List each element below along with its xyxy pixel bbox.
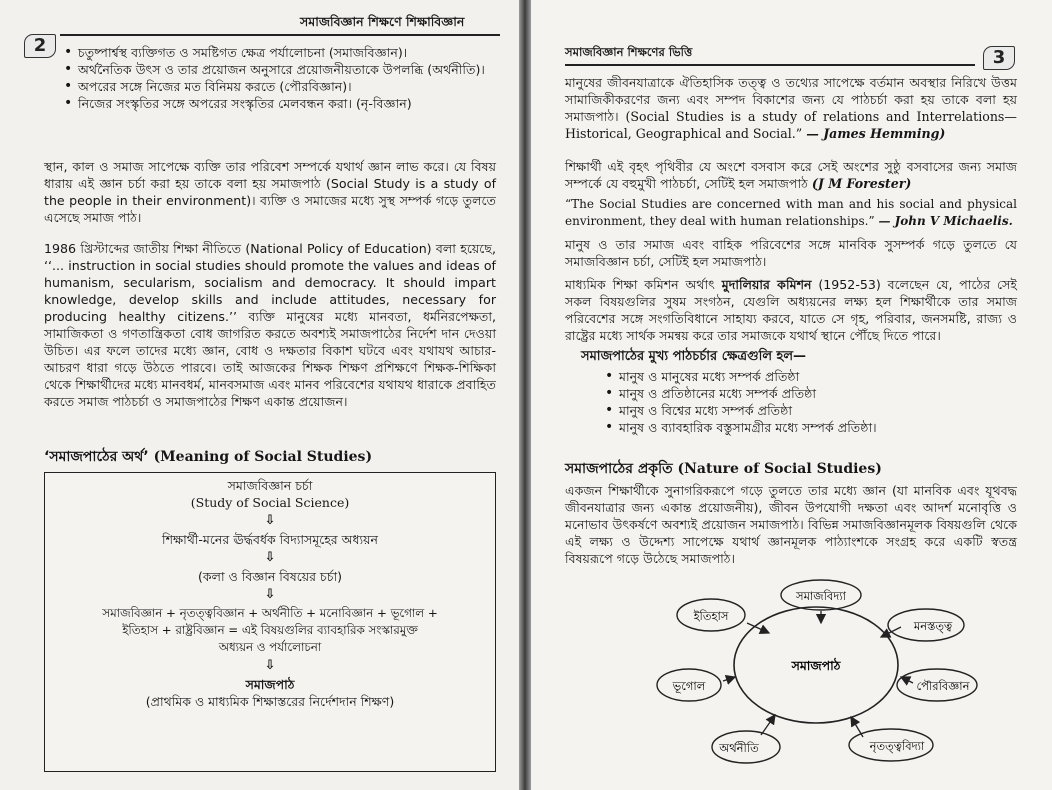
left-page-number-value: 2 xyxy=(24,34,56,58)
svg-text:নৃতত্ত্ববিদ্যা: নৃতত্ত্ববিদ্যা xyxy=(869,739,925,753)
down-arrow-icon: ⇩ xyxy=(264,587,276,602)
node-economics xyxy=(712,715,780,763)
nature-paragraph: একজন শিক্ষার্থীকে সুনাগরিকরূপে গড়ে তুলতে তার মধ্যে জ্ঞান (যা মানবিক এবং যূথবদ্ধ জীবনযাত্রার জন্য একান্ত প্রয়োজনীয়), জীবন উপযোগী দক্ষতা এবং আদর্শ মনোবৃত্তি ও মনোভাব উৎকর্ষণে অবশ্যই প্রয়োজন সমাজপাঠ। বিভিন্ন সমাজবিজ্ঞানমূলক বিষয়গুলি থেকে এই লক্ষ্য ও উদ্দেশ্য সাপেক্ষে যথার্থ জ্ঞানমূলক পাঠ্যাংশকে সংগ্রহ করে একটি স্বতন্ত্র বিষয়রূপে গড়ে উঠেছে সমাজপাঠ। xyxy=(565,483,1017,566)
left-page-number xyxy=(22,34,58,58)
right-page-number xyxy=(981,46,1017,70)
list-item: • মানুষ ও প্রতিষ্ঠানের মধ্যে সম্পর্ক প্রতিষ্ঠা xyxy=(605,385,816,401)
para2-author: (J M Forester) xyxy=(811,176,912,191)
list-item: • মানুষ ও ব্যাবহারিক বস্তুসামগ্রীর মধ্যে সম্পর্ক প্রতিষ্ঠা। xyxy=(605,419,877,435)
list-item: • মানুষ ও মানুষের মধ্যে সম্পর্ক প্রতিষ্ঠা xyxy=(605,368,800,384)
right-paragraph-3: মানুষ ও তার সমাজ এবং বাহিক পরিবেশের সঙ্গে মানবিক সুসম্পর্ক গড়ে তুলতে যে সমাজবিজ্ঞান চর্চা, সেটিই হল সমাজপাঠ। xyxy=(565,237,1017,269)
flow-line-8: সমাজপাঠ xyxy=(245,677,295,692)
meaning-flow-box xyxy=(44,472,496,772)
nature-heading xyxy=(565,460,1025,478)
fields-heading: সমাজপাঠের মুখ্য পাঠচর্চার ক্ষেত্রগুলি হল— xyxy=(581,349,807,364)
list-item: • অর্থনৈতিক উৎস ও তার প্রয়োজন অনুসারে প্রয়োজনীয়তাকে উপলব্ধি (অর্থনীতি)। xyxy=(64,61,485,77)
nature-heading-bn: সমাজপাঠের প্রকৃতি xyxy=(565,461,673,477)
para4-pre: মাধ্যমিক শিক্ষা কমিশন অর্থাৎ xyxy=(565,277,715,292)
left-running-header: সমাজবিজ্ঞান শিক্ষণে শিক্ষাবিজ্ঞান xyxy=(300,14,465,29)
down-arrow-icon: ⇩ xyxy=(264,550,276,565)
right-running-header: সমাজবিজ্ঞান শিক্ষণের ভিত্তি xyxy=(565,45,693,59)
para2-bn: শিক্ষার্থী এই বৃহৎ পৃথিবীর যে অংশে বসবাস করে সেই অংশের সুষ্ঠু বসবাসের জন্য সমাজ সম্পর্কে যে বহুমুখী পাঠচর্চা, সেটিই হল সমাজপাঠ xyxy=(565,159,1017,191)
left-bullet-list xyxy=(64,44,494,112)
nature-diagram xyxy=(651,575,981,785)
nature-heading-en: (Nature of Social Studies) xyxy=(677,461,882,477)
flow-line-5: সমাজবিজ্ঞান + নৃতত্ত্ববিজ্ঞান + অর্থনীতি + মনোবিজ্ঞান + ভূগোল + xyxy=(102,606,438,620)
left-paragraph-1: স্থান, কাল ও সমাজ সাপেক্ষে ব্যক্তি তার পরিবেশ সম্পর্কে যথার্থ জ্ঞান লাভ করে। যে বিষয় ধারায় এই জ্ঞান চর্চা করা হয় তাকে বলা হয় সমাজপাঠ (Social Study is a study of the people in their environment)। ব্যক্তি ও সমাজের মধ্যে সুস্থ সম্পর্ক গড়ে তুলতে এসেছে সমাজ পাঠ। xyxy=(44,159,496,225)
svg-text:অর্থনীতি: অর্থনীতি xyxy=(719,741,759,755)
flow-line-1: সমাজবিজ্ঞান চর্চা xyxy=(227,478,313,493)
book-gutter xyxy=(519,0,531,790)
node-geography xyxy=(657,669,735,701)
para1-en: (Social Studies is a study of relations and Interrelations—Historical, Geographical and Social.” xyxy=(565,109,1017,141)
down-arrow-icon: ⇩ xyxy=(264,513,276,528)
flow-line-7: অধ্যয়ন ও পর্যালোচনা xyxy=(218,640,322,654)
list-item: • চতুষ্পার্শ্বস্থ ব্যক্তিগত ও সমষ্টিগত ক্ষেত্র পর্যালোচনা (সমাজবিজ্ঞান)। xyxy=(64,44,408,60)
quote-en: “The Social Studies are concerned with man and his social and physical environment, they deal with human relationships.” xyxy=(565,197,1017,228)
right-page-number-value: 3 xyxy=(983,46,1015,70)
center-label: সমাজপাঠ xyxy=(791,658,841,673)
node-anthropology xyxy=(849,717,933,761)
left-paragraph-2: 1986 খ্রিস্টাব্দের জাতীয় শিক্ষা নীতিতে (National Policy of Education) বলা হয়েছে, ‘‘... instruction in social studies should promote the values and ideas of humanism, secularism, socialism and democracy. It should impart knowledge, develop skills and include attitudes, necessary for producing healthy citizens.’’ ব্যক্তি মানুষের মধ্যে মানবতা, ধর্মনিরপেক্ষতা, সামাজিকতা ও গণতান্ত্রিকতা বোধ জাগরিত করতে অবশ্যই সমাজপাঠের নির্দেশ দান দেওয়া উচিত। এর ফলে তাদের মধ্যে জ্ঞান, বোধ ও দক্ষতার বিকাশ ঘটবে এবং যথাযথ আচার-আচরণ ধারা গড়ে উঠতে পারবে। তাই আজকের শিক্ষক শিক্ষণ প্রশিক্ষণে শিক্ষক-শিক্ষিকা থেকে শিক্ষার্থীদের মধ্যে মানবধর্ম, মানবসমাজ এবং মানব পরিবেশের যথাযথ ধারাকে প্রবাহিত করতে সমাজ পাঠচর্চা ও সমাজপাঠের শিক্ষণ একান্ত প্রয়োজন। xyxy=(44,241,496,409)
flow-line-4: (কলা ও বিজ্ঞান বিষয়ের চর্চা) xyxy=(198,569,342,584)
fields-list xyxy=(605,368,1015,436)
down-arrow-icon: ⇩ xyxy=(264,658,276,673)
list-item: • অপরের সঙ্গে নিজের মত বিনিময় করতে (পৌরবিজ্ঞান)। xyxy=(64,78,352,94)
node-history xyxy=(677,599,769,633)
flow-line-3: শিক্ষার্থী-মনের ঊর্দ্ধবর্ধক বিদ্যাসমূহের অধ্যয়ন xyxy=(162,532,378,547)
flow-line-9: (প্রাথমিক ও মাধ্যমিক শিক্ষাস্তরের নির্দেশদান শিক্ষণ) xyxy=(145,694,395,709)
left-page xyxy=(0,0,519,790)
right-paragraph-4 xyxy=(565,276,1017,344)
meaning-heading xyxy=(44,448,504,466)
svg-text:ইতিহাস: ইতিহাস xyxy=(693,609,729,623)
svg-text:সমাজবিদ্যা: সমাজবিদ্যা xyxy=(795,589,847,603)
right-paragraph-1 xyxy=(565,74,1017,142)
right-page xyxy=(531,0,1052,790)
right-header-rule xyxy=(565,64,975,66)
list-item: • নিজের সংস্কৃতির সঙ্গে অপরের সংস্কৃতির মেলবন্ধন করা। (নৃ-বিজ্ঞান) xyxy=(64,95,412,111)
meaning-heading-bn: ‘সমাজপাঠের অর্থ’ xyxy=(44,449,149,465)
meaning-heading-en: (Meaning of Social Studies) xyxy=(153,449,373,465)
right-paragraph-2 xyxy=(565,158,1017,192)
left-header-rule xyxy=(60,34,500,36)
quote-author: — John V Michaelis. xyxy=(878,214,1013,228)
para1-bn: মানুষের জীবনযাত্রাকে ঐতিহাসিক তত্ত্ব ও তথ্যের সাপেক্ষে বর্তমান অবস্থার নিরিখে উত্তম সামাজিকীকরণের জন্য এবং সম্পদ বিকাশের জন্য যে পাঠচর্চা করা হয় তাকে বলা হয় সমাজপাঠ। xyxy=(565,75,1017,124)
node-civics xyxy=(897,669,977,701)
flow-line-6: ইতিহাস + রাষ্ট্রবিজ্ঞান = এই বিষয়গুলির ব্যাবহারিক সংস্কারমুক্ত xyxy=(122,623,418,637)
para4-post: (1952-53) বলেছেন যে, পাঠের সেই সকল বিষয়গুলির সুষম সংগঠন, যেগুলি অধ্যয়নের লক্ষ্য হল শিক্ষার্থীকে তার সমাজ পরিবেশের সঙ্গে সংগতিবিধানে সাহায্য করবে, যাতে সে গৃহ, পরিবার, জনসমষ্টি, রাজ্য ও রাষ্ট্রের মধ্যে সার্থক সমন্বয় করে তার সমাজকে যথার্থ স্থানে পৌঁছে দিতে পারে। xyxy=(565,277,1017,343)
para4-bold: মুদালিয়ার কমিশন xyxy=(721,277,812,292)
flow-line-2: (Study of Social Science) xyxy=(190,495,350,510)
list-item: • মানুষ ও বিশ্বের মধ্যে সম্পর্ক প্রতিষ্ঠা xyxy=(605,402,792,418)
svg-text:ভূগোল: ভূগোল xyxy=(672,679,706,693)
svg-text:মনস্তত্ত্ব: মনস্তত্ত্ব xyxy=(913,619,953,633)
node-psychology xyxy=(881,609,964,641)
right-quote xyxy=(565,196,1017,230)
para1-author: — James Hemming) xyxy=(806,126,946,141)
node-sociology xyxy=(781,580,861,623)
svg-text:পৌরবিজ্ঞান: পৌরবিজ্ঞান xyxy=(916,679,970,693)
